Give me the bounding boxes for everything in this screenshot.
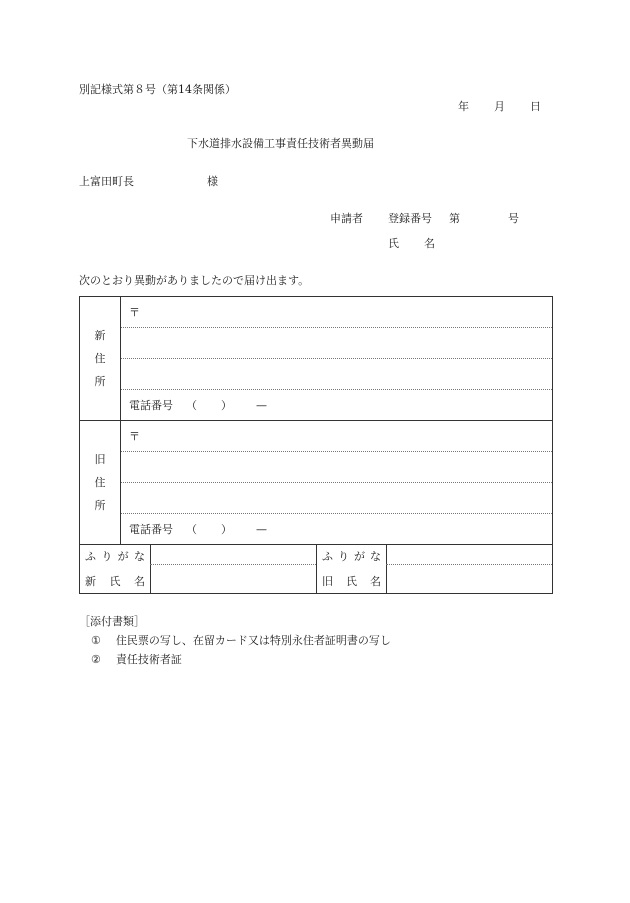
new-address-label-char: 住 [94,352,106,365]
furigana-char: が [354,550,365,563]
old-name-field[interactable] [387,565,552,593]
new-address-line[interactable] [121,359,552,389]
date-day-label: 日 [530,100,541,113]
old-phone-paren-close: ） [221,523,232,536]
attachment-item-2 [91,653,182,667]
old-address-label-char: 旧 [94,453,106,466]
new-furigana-label [80,548,150,564]
old-furigana-label [317,548,386,564]
intro-text: 次のとおり異動がありましたので届け出ます。 [79,274,310,287]
addressee-honorific: 様 [207,175,218,188]
new-address-line[interactable] [121,328,552,358]
new-phone-dash: — [256,399,267,412]
new-phone-label: 電話番号 [129,399,173,412]
furigana-char: ふ [85,550,96,563]
attachment-text: 住民票の写し、在留カード又は特別永住者証明書の写し [115,634,391,647]
old-phone-dash: — [256,523,267,536]
new-name-label [80,573,150,589]
form-number: 別記様式第８号（第14条関係） [79,83,236,96]
old-name-label-char: 名 [370,575,381,588]
furigana-char: り [338,550,349,563]
attachments-heading: ［添付書類］ [79,615,145,628]
new-furigana-field[interactable] [151,545,316,564]
new-postal-mark: 〒 [129,306,140,319]
new-address-label [80,324,120,393]
new-address-label-char: 新 [94,329,106,342]
document-title: 下水道排水設備工事責任技術者異動届 [187,137,374,150]
old-phone-row[interactable] [121,514,552,544]
attachment-item-1 [91,634,391,648]
new-phone-paren-open: （ [186,399,197,412]
registration-number-suffix: 号 [508,212,519,225]
old-address-label-char: 所 [94,499,106,512]
old-postal-mark: 〒 [129,430,140,443]
furigana-char: な [370,550,381,563]
furigana-char: ふ [322,550,333,563]
old-name-label-char: 旧 [322,575,333,588]
attachment-marker: ② [91,653,101,666]
old-address-line[interactable] [121,483,552,513]
old-phone-label: 電話番号 [129,523,173,536]
registration-number-label: 登録番号 [388,212,432,225]
old-phone-paren-open: （ [186,523,197,536]
attachment-text: 責任技術者証 [115,653,182,666]
date-year-label: 年 [458,100,469,113]
old-name-label-char: 氏 [346,575,357,588]
new-name-label-char: 名 [134,575,145,588]
new-name-field[interactable] [151,565,316,593]
new-name-label-char: 新 [85,575,96,588]
applicant-name-label-1: 氏 [388,237,399,250]
old-address-label [80,448,120,517]
old-address-label-char: 住 [94,476,106,489]
new-phone-paren-close: ） [221,399,232,412]
furigana-char: な [133,550,145,563]
new-phone-row[interactable] [121,390,552,420]
registration-number-prefix: 第 [449,212,460,225]
addressee-name: 上富田町長 [79,175,134,188]
furigana-char: が [117,550,129,563]
furigana-char: り [101,550,113,563]
new-name-label-char: 氏 [109,575,121,588]
old-name-label [317,573,386,589]
applicant-label: 申請者 [330,212,363,225]
date-month-label: 月 [494,100,505,113]
new-address-label-char: 所 [94,375,106,388]
old-furigana-field[interactable] [387,545,552,564]
applicant-name-label-2: 名 [424,237,435,250]
change-form-table [79,296,553,594]
attachment-marker: ① [91,634,101,647]
old-address-line[interactable] [121,452,552,482]
